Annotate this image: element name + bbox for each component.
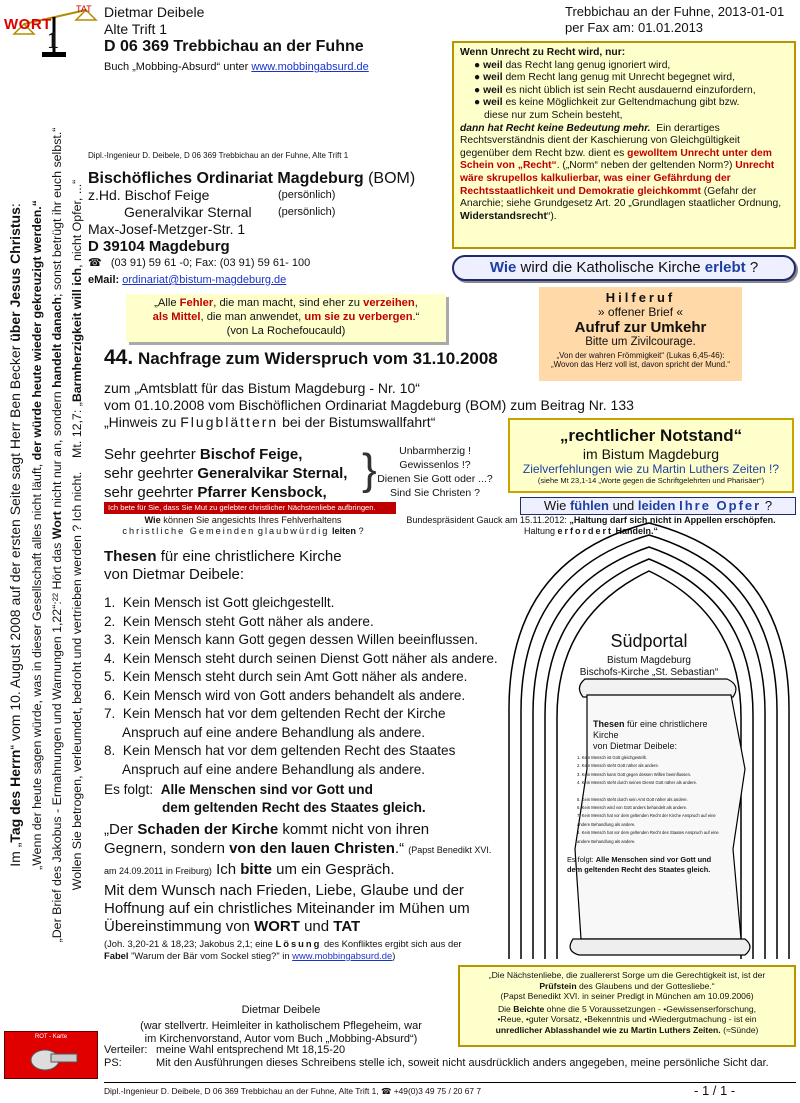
recipient-city: D 39104 Magdeburg — [88, 238, 230, 255]
sidebar-col-3: „Der Brief des Jakobus - Ermahnungen und Warnungen 1,22“:²² Hört das Wort nicht nur an, sondern handelt danach; sonst betrügt ihr euch selbst.“ — [50, 127, 64, 943]
recipient-email: eMail: ordinariat@bistum-magdeburg.de — [88, 274, 287, 286]
thesis-item: 6. Kein Mensch wird von Gott anders behandelt als andere. — [104, 687, 466, 703]
notstand-box: „rechtlicher Notstand“ im Bistum Magdeburg Zielverfehlungen wie zu Martin Luthers Zeiten !? (siehe Mt 23,1-14 „Worte gegen die Schriftgelehrten und Pharisäer“) — [508, 418, 794, 493]
prayer-bar: Ich bete für Sie, dass Sie Mut zu gelebter christlicher Nächstenliebe aufbringen. — [104, 502, 396, 514]
unrecht-text: dann hat Recht keine Bedeutung mehr. Ein derartiges Rechtsverständnis dient der Kaschierung von Gleichgültigkeit gegenüber dem Recht bzw. dient es gewolltem Unrecht unter dem Schein von „Recht“. („Norm“ neben der geltenden Norm?) Unrecht wäre skrupellos kalkulierbar, was einer Gefährdung der Rechtsstaatlichkeit und Demokratie gleichkommt (Gefahr der Anarchie; siehe Grundgesetz Art. 20 „Grundlagen staatlicher Ordnung, Widerstandsrecht“). — [460, 122, 782, 222]
recipient-attn1: z.Hd. Bischof Feige (persönlich) — [88, 187, 336, 203]
scroll-thesis-item: 4. Kein Mensch steht durch seinen Dienst Gott näher als andere. — [577, 780, 698, 786]
sender-street: Alte Trift 1 — [104, 21, 168, 37]
schaden-quote: „Der Schaden der Kirche kommt nicht von ihren Gegnern, sondern von den lauen Christen.“ (Papst Benedikt XVI. am 24.09.2011 in Freiburg) Ich bitte um ein Gespräch. — [104, 821, 492, 878]
recipient-attn2: Generalvikar Sternal (persönlich) — [124, 204, 336, 220]
sender-book: Buch „Mobbing-Absurd“ unter www.mobbingabsurd.de — [104, 61, 369, 73]
book-link[interactable]: www.mobbingabsurd.de — [251, 61, 369, 73]
phone-icon: ☎ — [88, 257, 102, 269]
sender-return-line: Dipl.-Ingenieur D. Deibele, D 06 369 Trebbichau an der Fuhne, Alte Trift 1 — [88, 151, 349, 160]
sender-name: Dietmar Deibele — [104, 4, 205, 20]
thesis-item: 4. Kein Mensch steht durch seinen Dienst Gott näher als andere. — [104, 650, 498, 666]
signature-name: Dietmar Deibele — [241, 1004, 321, 1016]
verteiler-ps: Verteiler: meine Wahl entsprechend Mt 18,15-20 PS: Mit den Ausführungen dieses Schreibens stelle ich, soweit nicht ausdrücklich anders angegeben, meine persönliche Sicht dar. — [104, 1044, 769, 1069]
whistle-icon — [5, 1040, 99, 1078]
wie-koennen: Wie können Sie angesichts Ihres Fehlverhaltens christliche Gemeinden glaubwürdig leiten ? — [122, 515, 364, 536]
fuehlen-bar: Wie fühlen und leiden Ihre Opfer ? — [520, 497, 796, 515]
scroll-thesis-item: 7. Kein Mensch hat vor dem geltenden Recht der Kirche Anspruch auf eine andere Behandlung als andere. — [577, 813, 716, 827]
thesis-item: 1. Kein Mensch ist Gott gleichgestellt. — [104, 595, 335, 610]
thesis-item: 7. Kein Mensch hat vor dem geltenden Recht der Kirche Anspruch auf eine andere Behandlung als andere. — [104, 706, 446, 740]
folgt-block: Es folgt: Alle Menschen sind vor Gott und dem geltenden Recht des Staates gleich. — [104, 782, 426, 815]
hilferuf-box: Hilferuf » offener Brief « Aufruf zur Umkehr Bitte um Zivilcourage. „Von der wahren Frömmigkeit“ (Lukas 6,45-46): „Wovon das Herz voll ist, davon spricht der Mund.“ — [539, 287, 742, 381]
unrecht-title: Wenn Unrecht zu Recht wird, nur: — [460, 47, 626, 58]
scroll-theses-list — [577, 754, 727, 846]
brace-glyph: } — [362, 445, 377, 494]
scroll-thesis-item: 8. Kein Mensch hat vor dem geltenden Recht des Staates Anspruch auf eine andere Behandlung als andere. — [577, 830, 719, 844]
portal-subtitle: Bistum Magdeburg Bischofs-Kirche „St. Sebastian“ — [579, 655, 719, 678]
unrecht-list: ● weil das Recht lang genug ignoriert wird, ● weil dem Recht lang genug mit Unrecht begegnet wird, ● weil es nicht üblich ist sein Recht ausdauernd einzufordern, ● weil es keine Möglichkeit zur Geltendmachung gibt bzw. diese nur zum Schein besteht, — [474, 59, 756, 121]
sidebar-quotes — [0, 55, 90, 1015]
recipient-phone: ☎ (03 91) 59 61 -0; Fax: (03 91) 59 61- 100 — [88, 257, 311, 269]
headline: 44. Nachfrage zum Widerspruch vom 31.10.2008 — [104, 346, 498, 369]
thesis-item: 8. Kein Mensch hat vor dem geltenden Recht des Staates Anspruch auf eine andere Behandlung als andere. — [104, 743, 456, 777]
unrecht-box — [452, 41, 796, 249]
recipient-org: Bischöfliches Ordinariat Magdeburg — [88, 170, 364, 187]
scroll-thesis-item: 1. Kein Mensch ist Gott gleichgestellt. — [577, 755, 647, 760]
salutation: Sehr geehrter Bischof Feige, sehr geehrter Generalvikar Sternal, sehr geehrter Pfarrer Kensbock, — [104, 446, 348, 501]
signature-block: Dietmar Deibele (war stellvertr. Heimleiter in katholischem Pflegeheim, war im Kirchenvorstand, Autor vom Buch „Mobbing-Absurd“) — [112, 1004, 450, 1046]
scroll-thesis-item: 5. Kein Mensch steht durch sein Amt Gott näher als andere. — [577, 796, 688, 802]
fabel-link[interactable]: www.mobbingabsurd.de — [292, 950, 393, 961]
scroll-title: Thesen für eine christlichere Kirche von Dietmar Deibele: — [593, 719, 708, 751]
place-date: Trebbichau an der Fuhne, 2013-01-01 — [565, 4, 785, 19]
suedportal-illustration — [505, 519, 793, 959]
theses-title: Thesen für eine christlichere Kirche von Dietmar Deibele: — [104, 548, 342, 583]
scroll-folgt: Es folgt: Alle Menschen sind vor Gott und dem geltenden Recht des Staates gleich. — [567, 855, 712, 874]
theses-list — [104, 594, 518, 779]
reference-block: zum „Amtsblatt für das Bistum Magdeburg - Nr. 10“ vom 01.10.2008 vom Bischöflichen Ordinariat Magdeburg (BOM) zum Beitrag Nr. 133 „Hinweis zu Flugblättern bei der Bistumswallfahrt“ — [104, 380, 634, 430]
fax-date: per Fax am: 01.01.2013 — [565, 20, 704, 35]
logo-number: 1 — [47, 28, 59, 54]
scroll-thesis-item: 3. Kein Mensch kann Gott gegen dessen Willen beeinflussen. — [577, 771, 692, 777]
dateline — [565, 4, 784, 36]
sidebar-col-2: „Wenn der heute sagen würde, was in dieser Gesellschaft alles nicht läuft, der würde heute wieder gekreuzigt werden.“ — [30, 200, 44, 870]
thesis-item: 5. Kein Mensch steht durch sein Amt Gott näher als andere. — [104, 669, 468, 684]
rochefoucauld-quote: „Alle Fehler, die man macht, sind eher zu verzeihen, als Mittel, die man anwendet, um sie zu verbergen.“ (von La Rochefoucauld) — [126, 294, 446, 342]
gauck-quote: Bundespräsident Gauck am 15.11.2012: „Haltung darf sich nicht in Appellen erschöpfen. Haltung erfordert Handeln.“ — [406, 515, 776, 536]
email-link[interactable]: ordinariat@bistum-magdeburg.de — [122, 274, 287, 286]
wunsch-block: Mit dem Wunsch nach Frieden, Liebe, Glaube und der Hoffnung auf ein christliches Miteinander im Mühen um Übereinstimmung von WORT und TAT (Joh. 3,20-21 & 18,23; Jakobus 2,1; eine Lösung des Konfliktes ergibt sich aus der Fabel "Warum der Bär vom Sockel stieg?" in www.mobbingabsurd.de) — [104, 882, 470, 961]
red-card: ROT - Karte — [4, 1031, 98, 1079]
questions-list: Unbarmherzig ! Gewissenlos !? Dienen Sie Gott oder ...? Sind Sie Christen ? — [377, 445, 493, 499]
wort-tat-logo — [4, 4, 98, 58]
scroll-thesis-item: 6. Kein Mensch wird von Gott anders behandelt als andere. — [577, 805, 688, 811]
thesis-item: 2. Kein Mensch steht Gott näher als andere. — [104, 613, 374, 629]
footer-address: Dipl.-Ingenieur D. Deibele, D 06 369 Trebbichau an der Fuhne, Alte Trift 1, ☎ +49(0)3 49 75 / 20 67 7 — [104, 1086, 482, 1096]
logo-deed: TAT — [76, 4, 92, 14]
footer-rule — [104, 1082, 796, 1083]
page-number: - 1 / 1 - — [694, 1083, 736, 1098]
sender-city: D 06 369 Trebbichau an der Fuhne — [104, 38, 364, 55]
recipient-street: Max-Josef-Metzger-Str. 1 — [88, 221, 246, 237]
sender-block — [104, 4, 369, 76]
thesis-item: 3. Kein Mensch kann Gott gegen dessen Willen beeinflussen. — [104, 632, 479, 647]
scroll-thesis-item: 2. Kein Mensch steht Gott näher als andere. — [577, 763, 659, 769]
sidebar-col-4: Wollen Sie betrogen, verleumdet, bedroht und vertrieben werden ? Ich nicht. Mt. 12,7: „Barmherzigkeit will ich, nicht Opfer, ...“ — [70, 179, 84, 891]
katholische-pill: Wie wird die Katholische Kirche erlebt ? — [452, 255, 796, 281]
logo-word: WORT — [4, 16, 52, 33]
recipient-block: Bischöfliches Ordinariat Magdeburg (BOM) z.Hd. Bischof Feige (persönlich) Generalvikar Sternal (persönlich) Max-Josef-Metzger-Str. 1 D 39104 Magdeburg ☎ (03 91) 59 61 -0; Fax: (03 91) 59 61- 100 eMail: ordinariat@bistum-magdeburg.de — [88, 170, 438, 289]
sidebar-col-1: Im „Tag des Herrn“ vom 10. August 2008 auf der ersten Seite sagt Herr Ben Becker über Jesus Christus: — [7, 203, 23, 867]
naechstenliebe-box: „Die Nächstenliebe, die zuallererst Sorge um die Gerechtigkeit ist, ist der Prüfstein des Glaubens und der Gottesliebe.“ (Papst Benedikt XVI. in seiner Predigt in München am 10.09.2006) Die Beichte ohne die 5 Voraussetzungen - •Gewissenserforschung, •Reue, •guter Vorsatz, •Bekenntnis und •Wiedergutmachung - ist ein unredlicher Ablasshandel wie zu Martin Luthers Zeiten. (≈Sünde) — [458, 965, 796, 1047]
portal-title: Südportal — [610, 631, 688, 651]
